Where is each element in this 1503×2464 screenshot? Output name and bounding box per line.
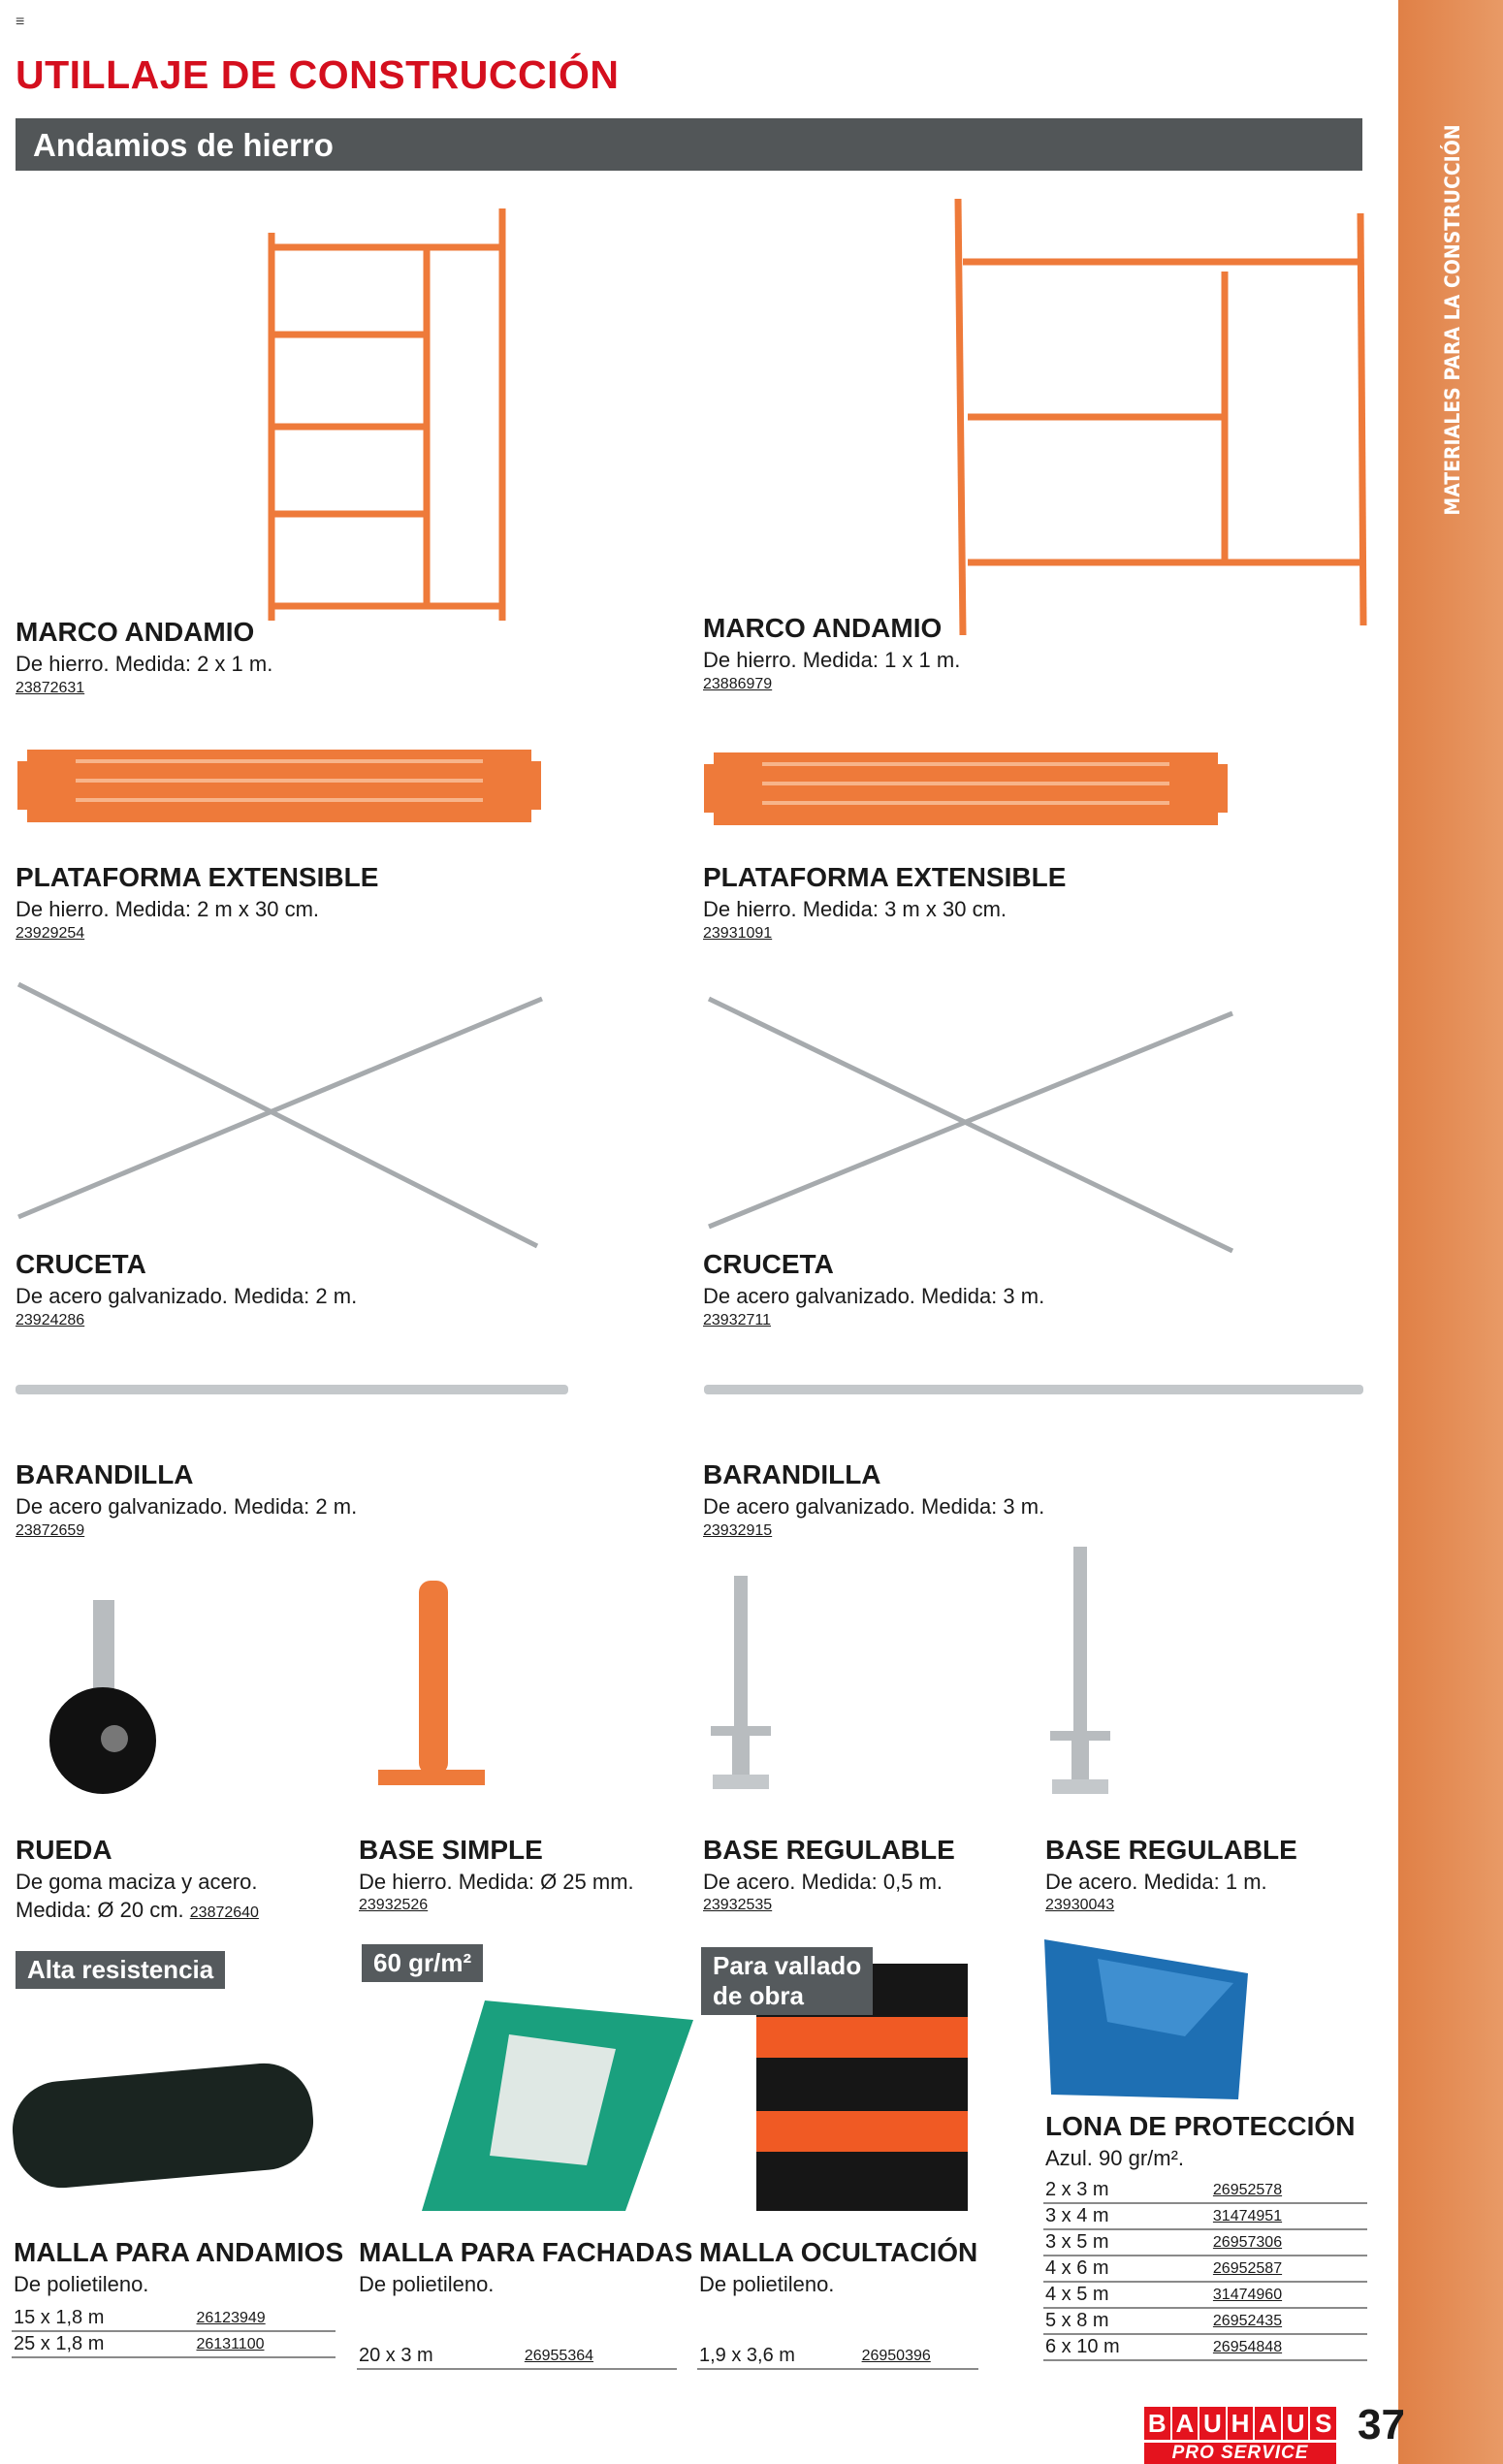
product-name: MALLA PARA FACHADAS bbox=[359, 2237, 693, 2267]
product-desc: De polietileno. bbox=[14, 2272, 149, 2296]
tag-weight: 60 gr/m² bbox=[362, 1944, 483, 1982]
product-code[interactable]: 23932711 bbox=[703, 1312, 771, 1328]
tag-high-resistance: Alta resistencia bbox=[16, 1951, 225, 1989]
table-row: 15 x 1,8 m 26123949 bbox=[12, 2306, 336, 2331]
size-table bbox=[1043, 2178, 1367, 2361]
size-table bbox=[697, 2344, 978, 2370]
product-desc: De acero galvanizado. Medida: 2 m. bbox=[16, 1284, 358, 1308]
simple-base-image bbox=[364, 1576, 499, 1794]
product-name: BASE REGULABLE bbox=[1045, 1835, 1297, 1865]
table-row: 3 x 4 m 31474951 bbox=[1043, 2203, 1367, 2229]
logo-service: PRO SERVICE bbox=[1144, 2443, 1336, 2464]
platform-3m-image bbox=[704, 745, 1228, 832]
table-row: 4 x 5 m 31474960 bbox=[1043, 2282, 1367, 2308]
table-row: 20 x 3 m 26955364 bbox=[357, 2344, 677, 2369]
product-code[interactable]: 23872631 bbox=[16, 680, 85, 696]
size-table bbox=[357, 2344, 677, 2370]
frame-2x1-image bbox=[262, 199, 524, 625]
guardrail-2m-image bbox=[14, 1379, 571, 1402]
product-name: CRUCETA bbox=[703, 1249, 834, 1279]
product-name: BARANDILLA bbox=[16, 1459, 194, 1489]
section-title: Andamios de hierro bbox=[33, 127, 334, 163]
product-code[interactable]: 23872640 bbox=[189, 1904, 259, 1921]
bauhaus-logo bbox=[1144, 2407, 1336, 2464]
logo-letter: A bbox=[1255, 2407, 1281, 2440]
table-row: 2 x 3 m 26952578 bbox=[1043, 2178, 1367, 2203]
logo-letter: S bbox=[1310, 2407, 1336, 2440]
wheel-image bbox=[17, 1595, 182, 1799]
product-name: CRUCETA bbox=[16, 1249, 146, 1279]
product-desc: De hierro. Medida: 3 m x 30 cm. bbox=[703, 897, 1007, 921]
table-row: 3 x 5 m 26957306 bbox=[1043, 2229, 1367, 2256]
page-number: 37 bbox=[1358, 2401, 1405, 2448]
product-name: PLATAFORMA EXTENSIBLE bbox=[16, 862, 379, 892]
product-name: LONA DE PROTECCIÓN bbox=[1045, 2111, 1356, 2141]
product-desc: De hierro. Medida: 1 x 1 m. bbox=[703, 648, 961, 672]
product-name: MARCO ANDAMIO bbox=[703, 613, 943, 643]
platform-2m-image bbox=[17, 742, 541, 829]
section-bar bbox=[16, 118, 1362, 171]
product-desc: De acero. Medida: 1 m. bbox=[1045, 1870, 1267, 1894]
product-name: BARANDILLA bbox=[703, 1459, 881, 1489]
product-desc: De hierro. Medida: 2 m x 30 cm. bbox=[16, 897, 320, 921]
table-row: 25 x 1,8 m 26131100 bbox=[12, 2331, 336, 2357]
crossbrace-3m-image bbox=[704, 994, 1237, 1256]
product-name: BASE REGULABLE bbox=[703, 1835, 955, 1865]
logo-letter: H bbox=[1228, 2407, 1254, 2440]
product-desc-2: Medida: Ø 20 cm. 23872640 bbox=[16, 1898, 259, 1922]
page-title: UTILLAJE DE CONSTRUCCIÓN bbox=[16, 52, 620, 97]
adjustable-base-05m-image bbox=[693, 1571, 790, 1799]
product-desc: De acero galvanizado. Medida: 2 m. bbox=[16, 1494, 358, 1519]
product-code[interactable]: 23932535 bbox=[703, 1897, 773, 1913]
logo-wordmark bbox=[1144, 2407, 1336, 2440]
table-row: 6 x 10 m 26954848 bbox=[1043, 2334, 1367, 2360]
frame-1x1-image bbox=[948, 194, 1375, 640]
product-name: MALLA OCULTACIÓN bbox=[699, 2237, 978, 2267]
product-name: MARCO ANDAMIO bbox=[16, 617, 255, 647]
crossbrace-2m-image bbox=[14, 975, 547, 1256]
scaffold-net-image bbox=[8, 2048, 328, 2193]
product-code[interactable]: 23929254 bbox=[16, 925, 85, 942]
product-name: MALLA PARA ANDAMIOS bbox=[14, 2237, 344, 2267]
table-row: 4 x 6 m 26952587 bbox=[1043, 2256, 1367, 2282]
side-label: MATERIALES PARA LA CONSTRUCCIÓN bbox=[1441, 124, 1464, 516]
product-code[interactable]: 23932526 bbox=[359, 1897, 429, 1913]
product-desc: De acero galvanizado. Medida: 3 m. bbox=[703, 1284, 1045, 1308]
product-code[interactable]: 23931091 bbox=[703, 925, 773, 942]
product-desc: De hierro. Medida: Ø 25 mm. bbox=[359, 1870, 634, 1894]
tarp-image bbox=[1039, 1930, 1258, 2104]
logo-letter: B bbox=[1144, 2407, 1170, 2440]
product-name: BASE SIMPLE bbox=[359, 1835, 543, 1865]
logo-letter: U bbox=[1199, 2407, 1226, 2440]
product-code[interactable]: 23924286 bbox=[16, 1312, 85, 1328]
table-row: 1,9 x 3,6 m 26950396 bbox=[697, 2344, 978, 2369]
logo-letter: A bbox=[1172, 2407, 1199, 2440]
tag-fencing: Para vallado de obra bbox=[701, 1947, 873, 2015]
size-table bbox=[12, 2306, 336, 2358]
product-code[interactable]: 23930043 bbox=[1045, 1897, 1115, 1913]
product-code[interactable]: 23932915 bbox=[703, 1522, 773, 1539]
product-desc: De goma maciza y acero. bbox=[16, 1870, 258, 1894]
product-code[interactable]: 23872659 bbox=[16, 1522, 85, 1539]
product-code[interactable]: 23886979 bbox=[703, 676, 773, 692]
product-desc: Azul. 90 gr/m². bbox=[1045, 2146, 1185, 2170]
menu-icon: ≡ bbox=[16, 14, 25, 30]
product-desc: De acero. Medida: 0,5 m. bbox=[703, 1870, 943, 1894]
product-desc: De polietileno. bbox=[699, 2272, 835, 2296]
adjustable-base-1m-image bbox=[1033, 1542, 1130, 1804]
product-desc: De polietileno. bbox=[359, 2272, 495, 2296]
logo-letter: U bbox=[1283, 2407, 1309, 2440]
product-name: PLATAFORMA EXTENSIBLE bbox=[703, 862, 1067, 892]
facade-net-image bbox=[417, 1996, 698, 2214]
guardrail-3m-image bbox=[702, 1379, 1366, 1402]
product-name: RUEDA bbox=[16, 1835, 112, 1865]
product-desc: De hierro. Medida: 2 x 1 m. bbox=[16, 652, 273, 676]
table-row: 5 x 8 m 26952435 bbox=[1043, 2308, 1367, 2334]
product-desc: De acero galvanizado. Medida: 3 m. bbox=[703, 1494, 1045, 1519]
